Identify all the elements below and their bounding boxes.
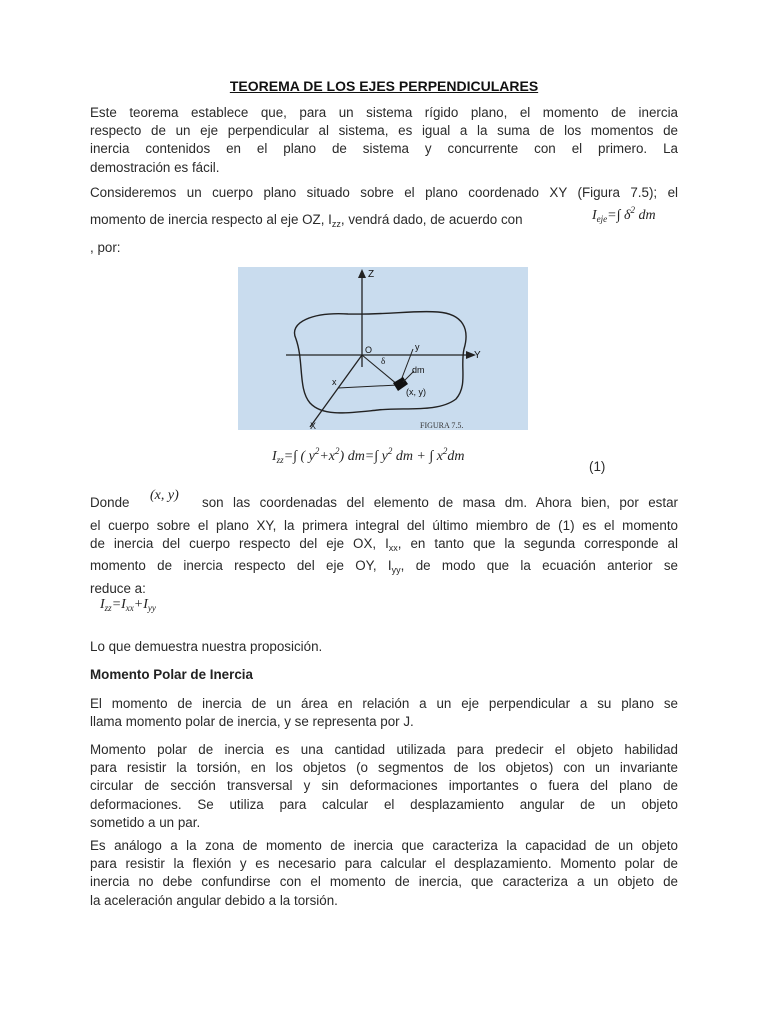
text-donde: Donde (90, 495, 130, 510)
x-coordinate-line (338, 385, 398, 388)
eq-superscript: 2 (442, 446, 448, 456)
label-point: (x, y) (406, 387, 426, 397)
text-line: la aceleración angular debido a la torsión. (90, 892, 338, 908)
label-y: y (415, 342, 420, 352)
text-fragment: , en tanto que la segunda corresponde al (397, 536, 678, 552)
figure-caption: FIGURA 7.5. (420, 421, 464, 430)
text-line: Momento polar de inercia es una cantidad utilizada para predecir el objeto habilidad (90, 742, 678, 757)
paragraph-donde (90, 517, 678, 598)
eq-subscript: xx (125, 603, 134, 613)
equation-1 (272, 446, 465, 465)
figure-7-5 (238, 267, 528, 430)
equation-2 (100, 597, 156, 613)
eq-symbol: dm (634, 208, 656, 223)
text-line-ixx (90, 535, 678, 557)
paragraph-polar-analogy (90, 837, 678, 910)
text-line: circular de sección transversal y sin deformaciones importantes o fuera del plano de (90, 778, 678, 794)
subscript: xx (388, 543, 398, 554)
label-dm: dm (412, 365, 425, 375)
subscript: yy (391, 565, 401, 576)
text-fragment: momento de inercia respecto al eje OZ, I (90, 212, 332, 227)
text-line: son las coordenadas del elemento de masa dm. Ahora bien, por estar (202, 495, 678, 510)
subscript: zz (331, 219, 341, 229)
paragraph-intro (90, 104, 678, 177)
eq-part: +x (319, 449, 336, 464)
text-line: para resistir la torsión, en los objetos (o segmentos de los objetos) con un invariante (90, 760, 678, 776)
text-fragment: momento de inercia respecto del eje OY, I (90, 558, 392, 574)
eq-part: dm (447, 449, 465, 464)
text-fragment: de inercia del cuerpo respecto del eje OX, I (90, 536, 389, 552)
delta-line (362, 355, 398, 385)
conclusion-text: Lo que demuestra nuestra proposición. (90, 639, 323, 654)
text-line: El momento de inercia de un área en relación a un eje perpendicular a su plano se (90, 696, 678, 711)
label-y-axis: Y (474, 350, 481, 361)
text-line: sometido a un par. (90, 814, 201, 830)
text-line: reduce a: (90, 580, 146, 596)
label-z: Z (368, 269, 375, 280)
z-arrow-icon (358, 269, 366, 278)
text-line-iyy (90, 557, 678, 579)
label-delta: δ (381, 356, 386, 366)
paragraph-polar-definition (90, 695, 678, 731)
x-axis (310, 355, 362, 427)
eq-superscript: 2 (335, 446, 340, 456)
eq-part: I (272, 449, 277, 464)
text-fragment: , vendrá dado, de acuerdo con (340, 212, 523, 227)
equation-number: (1) (589, 459, 606, 474)
figure-diagram (238, 267, 528, 430)
eq-symbol: I (592, 208, 597, 223)
coords-symbol: (x, y) (150, 488, 179, 503)
text-line: inercia contenidos en el plano de sistema y concurrente con el primero. La (90, 141, 678, 157)
eq-superscript: 2 (387, 446, 393, 456)
section-heading: Momento Polar de Inercia (90, 667, 253, 682)
label-x-axis: X (310, 421, 317, 430)
eq-subscript: zz (104, 603, 112, 613)
text-line-oz (90, 212, 523, 229)
text-line: respecto de un eje perpendicular al sistema, es igual a la suma de los momentos de (90, 123, 678, 139)
text-line: el cuerpo sobre el plano XY, la primera integral del último miembro de (1) es el momento (90, 518, 678, 533)
paragraph-consider (90, 184, 678, 202)
text-line: para resistir la flexión y es necesario para calcular el desplazamiento. Momento polar de (90, 856, 678, 872)
eq-part: ) dm=∫ y (339, 449, 388, 464)
eq-subscript: yy (147, 603, 156, 613)
document-title: TEOREMA DE LOS EJES PERPENDICULARES (229, 78, 539, 94)
text-fragment: , de modo que la ecuación anterior se (400, 558, 678, 574)
eq-superscript: 2 (314, 446, 320, 456)
label-origin: O (365, 345, 373, 355)
eq-part: I (100, 597, 105, 612)
text-line: Es análogo a la zona de momento de inercia que caracteriza la capacidad de un objeto (90, 838, 678, 853)
text-line: inercia no debe confundirse con el momento de inercia, que caracteriza a un objeto de (90, 874, 678, 890)
eq-symbol: =∫ δ (607, 208, 631, 223)
eq-subscript: zz (276, 455, 284, 465)
text-line-por: , por: (90, 240, 121, 255)
paragraph-polar-usage (90, 741, 678, 832)
text-line: Consideremos un cuerpo plano situado sobre el plano coordenado XY (Figura 7.5); el (90, 185, 678, 200)
eq-subscript: eje (596, 214, 608, 224)
eq-part: dm + ∫ x (392, 449, 443, 464)
eq-superscript: 2 (630, 205, 635, 215)
inline-equation (592, 205, 656, 224)
text-line: llama momento polar de inercia, y se representa por J. (90, 714, 414, 730)
eq-part: +I (133, 597, 148, 612)
label-x: x (332, 377, 337, 387)
text-line: deformaciones. Se utiliza para calcular el desplazamiento angular de un objeto (90, 796, 678, 812)
text-line: demostración es fácil. (90, 159, 220, 175)
eq-part: =∫ ( y (283, 449, 315, 464)
eq-part: =I (111, 597, 126, 612)
text-line: Este teorema establece que, para un sistema rígido plano, el momento de inercia (90, 105, 678, 120)
